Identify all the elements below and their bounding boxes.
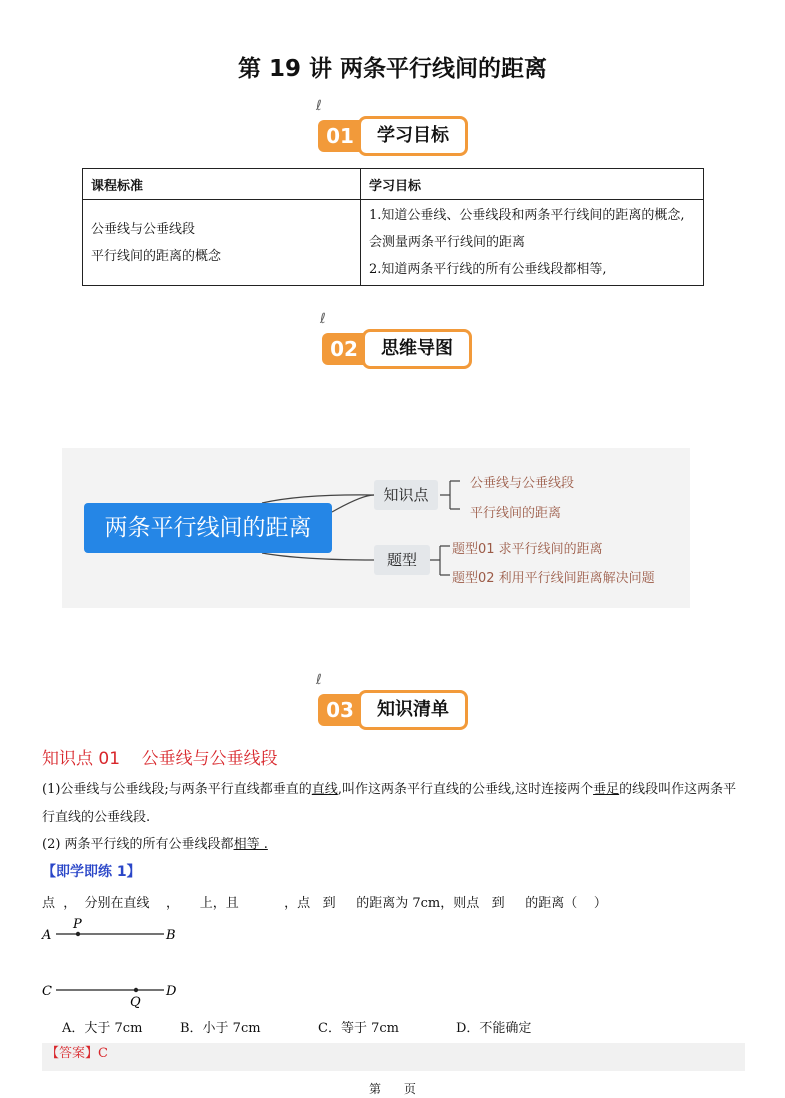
option-b: B．小于 7cm — [180, 1021, 261, 1036]
mind-map-leaf: 平行线间的距离 — [470, 506, 562, 521]
standards-table — [82, 168, 704, 286]
mind-map-branch: 题型 — [374, 545, 430, 575]
label-P: P — [73, 917, 82, 932]
goal-item: 1.知道公垂线、公垂线段和两条平行线间的距离的概念, — [369, 208, 685, 223]
section-badge-01 — [316, 98, 470, 156]
answer-box — [42, 1043, 745, 1071]
goal-item: 会测量两条平行线间的距离 — [369, 235, 526, 250]
mind-map — [62, 448, 690, 608]
table-cell — [83, 200, 361, 286]
badge-number: 03 — [318, 694, 362, 726]
option-a: A．大于 7cm — [62, 1021, 143, 1036]
fill-blank: 相等 . — [233, 837, 268, 852]
property-paragraph — [42, 831, 747, 859]
label-A: A — [42, 928, 52, 943]
page-footer: 第 页 — [369, 1082, 416, 1096]
badge-label: 知识清单 — [358, 690, 468, 730]
section-badge-03 — [316, 672, 470, 730]
table-row — [83, 200, 704, 286]
table-header-row — [83, 169, 704, 200]
definition-paragraph — [42, 776, 747, 832]
badge-label: 学习目标 — [358, 116, 468, 156]
label-D: D — [166, 984, 177, 999]
parallel-lines-figure — [40, 916, 200, 1011]
practice-label: 【即学即练 1】 — [42, 864, 141, 880]
curl-icon: ℓ — [320, 311, 326, 327]
curl-icon: ℓ — [316, 672, 322, 688]
curl-icon: ℓ — [316, 98, 322, 114]
option-d: D．不能确定 — [456, 1021, 532, 1036]
label-Q: Q — [130, 995, 141, 1010]
option-c: C．等于 7cm — [318, 1021, 399, 1036]
knowledge-point-title: 知识点 01 公垂线与公垂线段 — [42, 749, 278, 769]
badge-label: 思维导图 — [362, 329, 472, 369]
text-run: 的线段叫作这两条平行直线的公垂线段. — [42, 782, 737, 825]
section-badge-02 — [320, 311, 474, 369]
text-run: ,叫作这两条平行直线的公垂线,这时连接两个 — [337, 782, 594, 797]
standard-item: 公垂线与公垂线段 — [91, 221, 196, 237]
answer-label: 【答案】 — [46, 1046, 99, 1061]
table-header: 课程标准 — [83, 169, 361, 200]
mind-map-leaf: 公垂线与公垂线段 — [470, 476, 575, 491]
badge-number: 01 — [318, 120, 362, 152]
question-text: 点 ， 分别在直线 ， 上，且 ，点 到 的距离为 7cm，则点 到 的距离（ ） — [42, 896, 607, 911]
page-title: 第 19 讲 两条平行线间的距离 — [237, 56, 548, 82]
mind-map-leaf: 题型01 求平行线间的距离 — [452, 542, 603, 557]
fill-blank: 直线 — [311, 782, 338, 797]
table-header: 学习目标 — [361, 169, 704, 200]
text-run: (1)公垂线与公垂线段;与两条平行直线都垂直的 — [42, 782, 312, 797]
fill-blank: 垂足 — [593, 782, 620, 797]
badge-number: 02 — [322, 333, 366, 365]
mind-map-branch: 知识点 — [374, 480, 438, 510]
label-C: C — [42, 984, 52, 999]
standard-item: 平行线间的距离的概念 — [91, 248, 222, 264]
mind-map-root: 两条平行线间的距离 — [84, 503, 332, 553]
text-run: (2) 两条平行线的所有公垂线段都 — [42, 837, 234, 852]
mind-map-leaf: 题型02 利用平行线间距离解决问题 — [452, 571, 655, 586]
table-cell — [361, 200, 704, 286]
label-B: B — [166, 928, 176, 943]
goal-item: 2.知道两条平行线的所有公垂线段都相等, — [369, 262, 607, 277]
answer-value: C — [98, 1046, 108, 1061]
